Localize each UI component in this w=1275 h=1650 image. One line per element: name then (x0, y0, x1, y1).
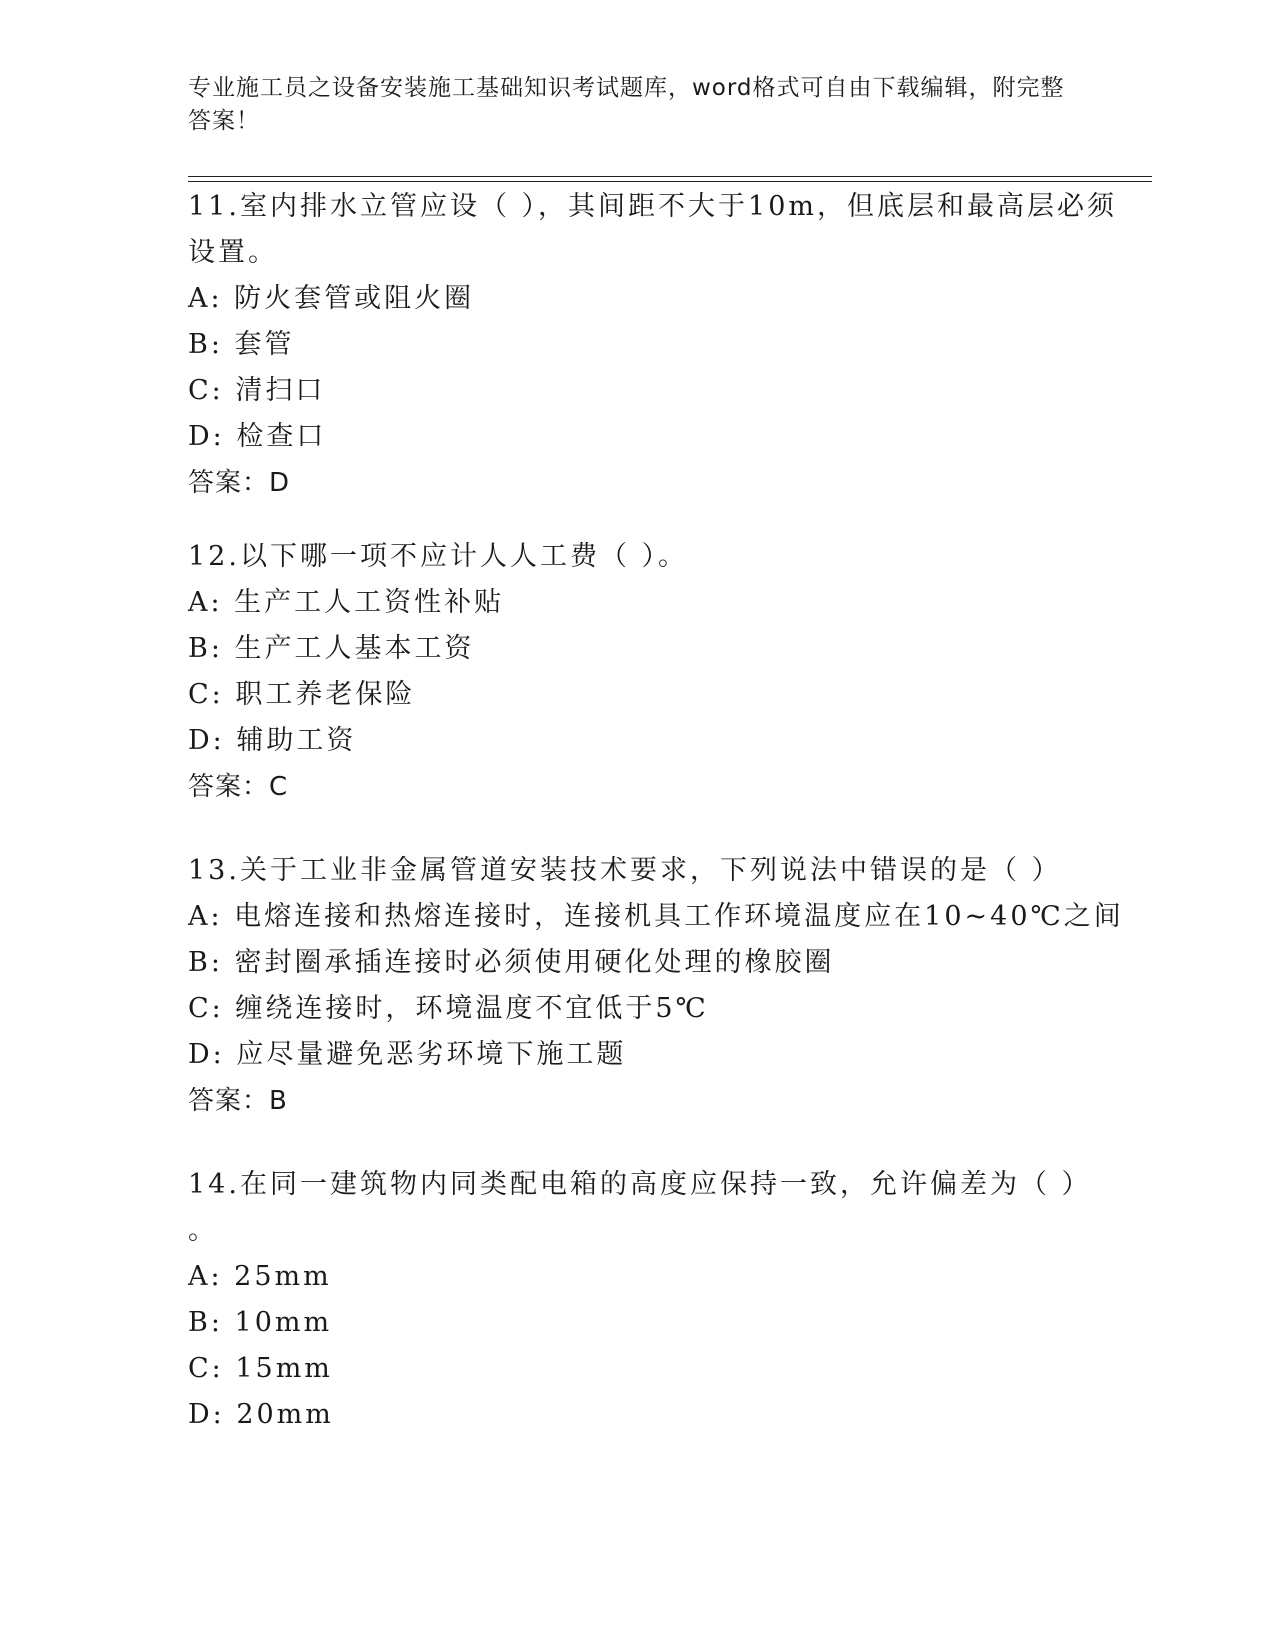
question-14 (188, 1162, 1092, 1438)
question-stem-continued: 。 (188, 1215, 218, 1246)
question-13 (188, 848, 1124, 1124)
question-12 (188, 534, 1088, 810)
question-stem: 13.关于工业非金属管道安装技术要求，下列说法中错误的是（ ） (188, 855, 1062, 886)
option-c: C: 清扫口 (188, 375, 326, 406)
answer: 答案：B (188, 1086, 288, 1116)
option-c: C: 职工养老保险 (188, 679, 416, 710)
option-a: A: 防火套管或阻火圈 (188, 283, 475, 314)
option-a: A: 生产工人工资性补贴 (188, 587, 505, 618)
question-11 (188, 184, 1117, 506)
question-stem: 12.以下哪一项不应计人人工费（ ）。 (188, 541, 689, 572)
option-c: C: 缠绕连接时，环境温度不宜低于5℃ (188, 993, 709, 1024)
answer: 答案：D (188, 468, 291, 498)
header-divider-bottom (188, 181, 1152, 182)
document-intro: 专业施工员之设备安装施工基础知识考试题库，word格式可自由下载编辑，附完整答案！ (188, 75, 1065, 134)
option-d: D: 20mm (188, 1399, 334, 1430)
option-c: C: 15mm (188, 1353, 333, 1384)
option-a: A: 电熔连接和热熔连接时，连接机具工作环境温度应在10~40℃之间 (188, 901, 1124, 932)
option-b: B: 密封圈承插连接时必须使用硬化处理的橡胶圈 (188, 947, 835, 978)
question-stem-continued: 设置。 (188, 237, 278, 268)
option-b: B: 10mm (188, 1307, 333, 1338)
question-stem: 14.在同一建筑物内同类配电箱的高度应保持一致，允许偏差为（ ） (188, 1169, 1092, 1200)
option-b: B: 套管 (188, 329, 295, 360)
option-a: A: 25mm (188, 1261, 332, 1292)
option-b: B: 生产工人基本工资 (188, 633, 475, 664)
header-divider-top (188, 176, 1152, 177)
option-d: D: 应尽量避免恶劣环境下施工题 (188, 1039, 627, 1070)
option-d: D: 辅助工资 (188, 725, 357, 756)
question-stem: 11.室内排水立管应设（ ），其间距不大于10m，但底层和最高层必须 (188, 191, 1117, 222)
option-d: D: 检查口 (188, 421, 327, 452)
answer: 答案：C (188, 772, 289, 802)
